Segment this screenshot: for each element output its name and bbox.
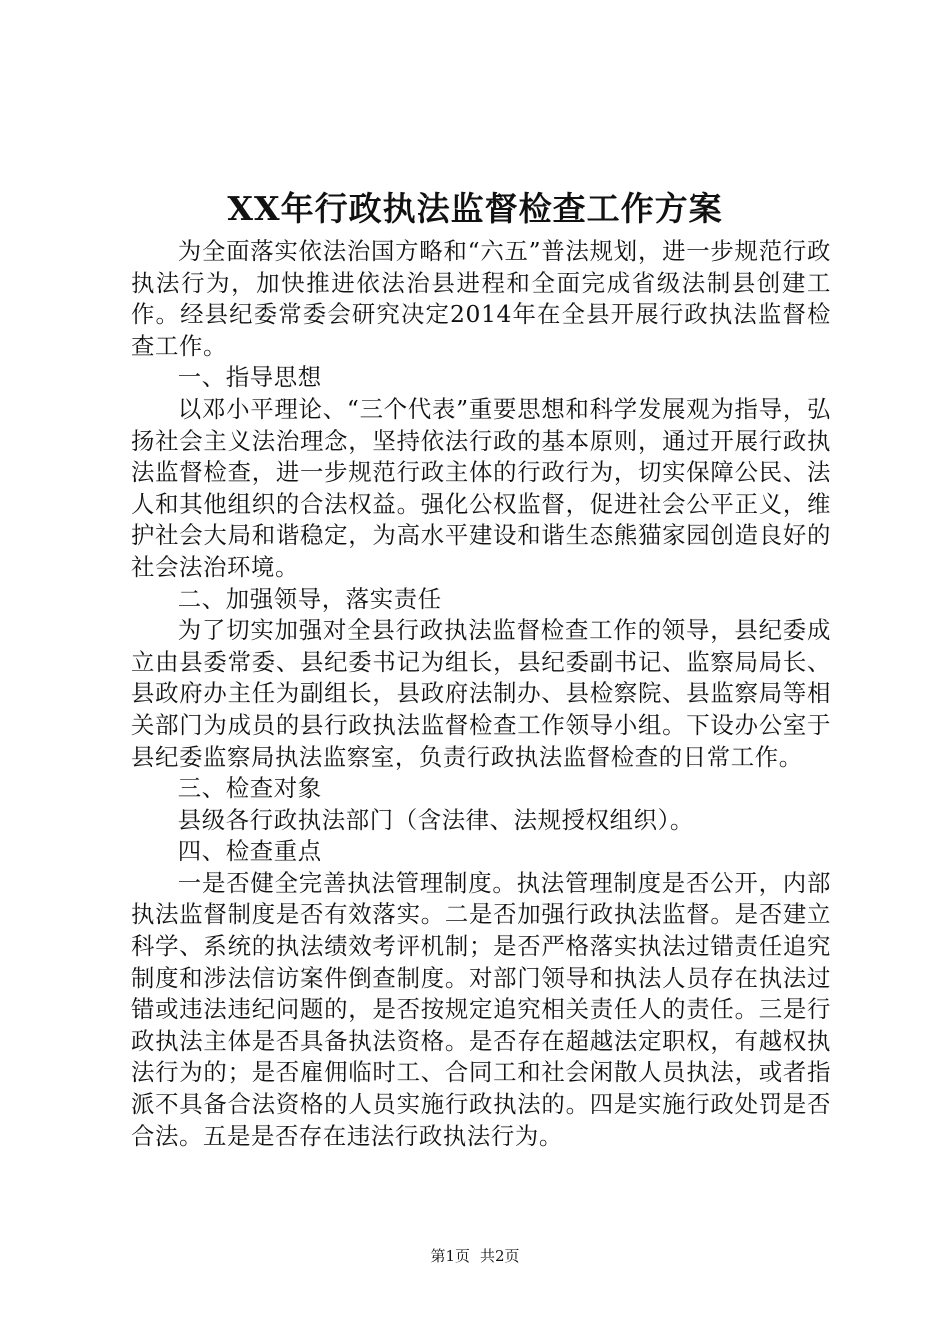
total-pages: 共2页	[480, 1247, 520, 1265]
inspection-targets-paragraph: 县级各行政执法部门（含法律、法规授权组织）。	[177, 805, 694, 834]
document-body	[131, 236, 831, 1152]
inspection-focus-paragraph: 一是否健全完善执法管理制度。执法管理制度是否公开，内部执法监督制度是否有效落实。二是否加强行政执法监督。是否建立科学、系统的执法绩效考评机制；是否严格落实执法过错责任追究制度和涉法信访案件倒查制度。对部门领导和执法人员存在执法过错或违法违纪问题的，是否按规定追究相关责任人的责任。三是行政执法主体是否具备执法资格。是否存在超越法定职权，有越权执法行为的；是否雇佣临时工、合同工和社会闲散人员执法，或者指派不具备合法资格的人员实施行政执法的。四是实施行政处罚是否合法。五是是否存在违法行政执法行为。	[131, 868, 831, 1150]
section-heading-guiding-thought: 一、指导思想	[177, 363, 322, 392]
document-title: XX年行政执法监督检查工作方案	[227, 189, 723, 228]
intro-paragraph: 为全面落实依法治国方略和“六五”普法规划，进一步规范行政执法行为，加快推进依法治县进程和全面完成省级法制县创建工作。经县纪委常委会研究决定2014年在全县开展行政执法监督检查工作。	[131, 237, 831, 360]
page-footer	[0, 1245, 950, 1267]
section-heading-inspection-targets: 三、检查对象	[177, 774, 322, 803]
section-heading-inspection-focus: 四、检查重点	[177, 837, 322, 866]
page-number: 第1页	[430, 1247, 470, 1265]
section-heading-leadership: 二、加强领导，落实责任	[177, 584, 442, 613]
guiding-thought-paragraph: 以邓小平理论、“三个代表”重要思想和科学发展观为指导，弘扬社会主义法治理念，坚持依法行政的基本原则，通过开展行政执法监督检查，进一步规范行政主体的行政行为，切实保障公民、法人和其他组织的合法权益。强化公权监督，促进社会公平正义，维护社会大局和谐稳定，为高水平建设和谐生态熊猫家园创造良好的社会法治环境。	[131, 394, 831, 581]
leadership-paragraph: 为了切实加强对全县行政执法监督检查工作的领导，县纪委成立由县委常委、县纪委书记为组长，县纪委副书记、监察局局长、县政府办主任为副组长，县政府法制办、县检察院、县监察局等相关部门为成员的县行政执法监督检查工作领导小组。下设办公室于县纪委监察局执法监察室，负责行政执法监督检查的日常工作。	[131, 616, 831, 771]
